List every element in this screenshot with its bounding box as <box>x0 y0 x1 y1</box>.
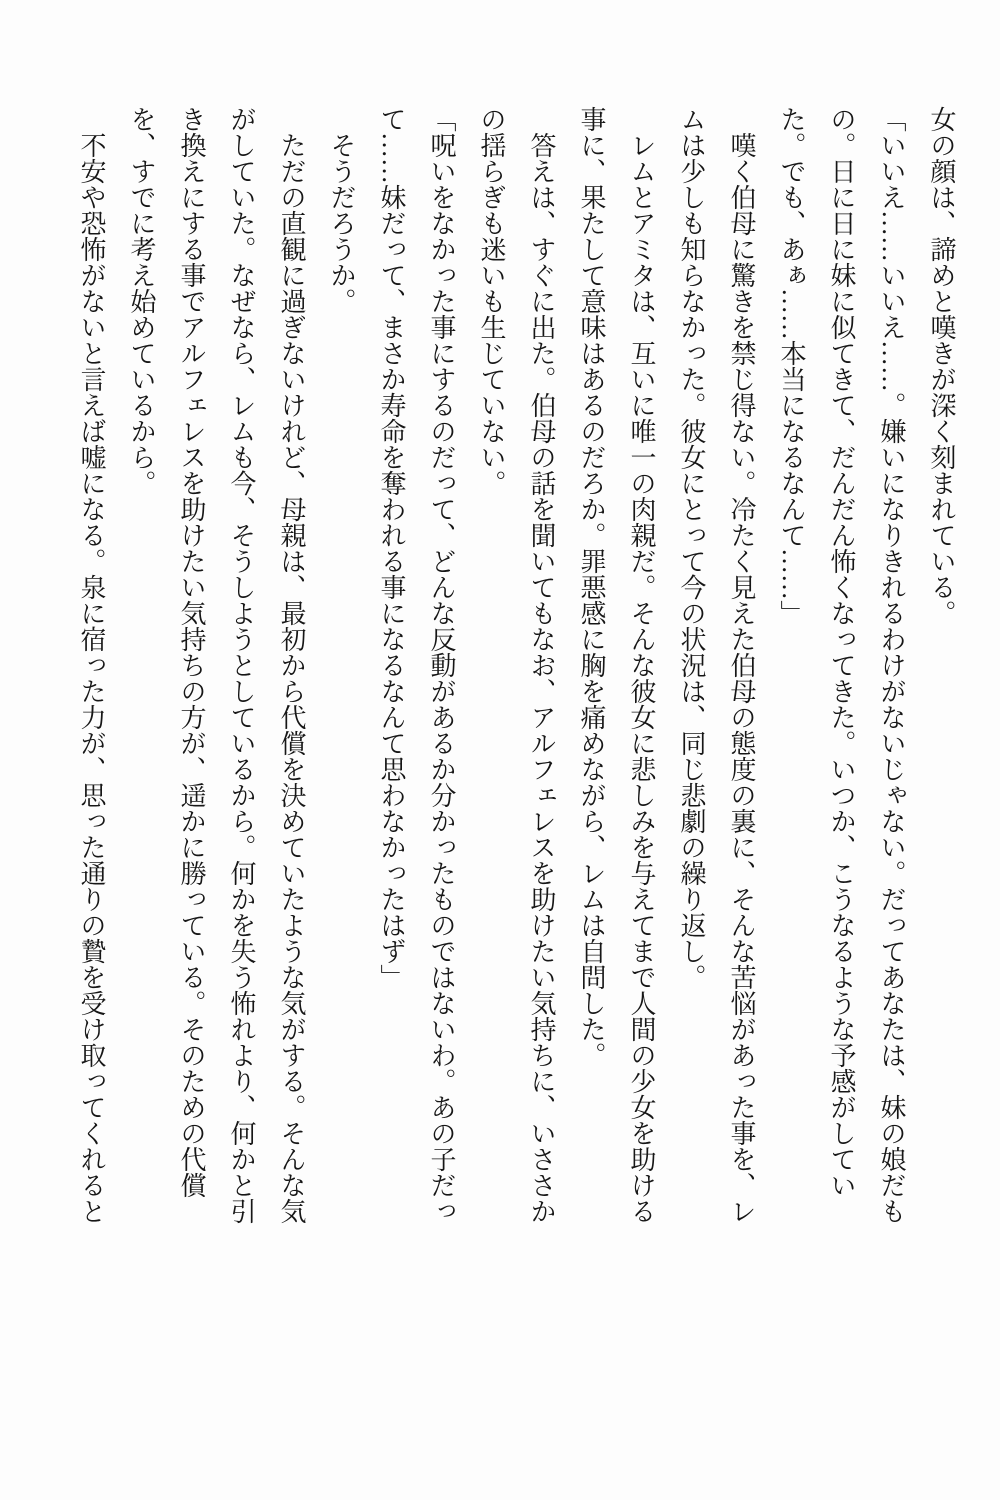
page-text <box>66 106 966 1224</box>
paragraph: そうだろうか。 <box>327 132 356 314</box>
paragraph: 女の顔は、諦めと嘆きが深く刻まれている。 <box>927 106 956 626</box>
paragraph: 答えは、すぐに出た。伯母の話を聞いてもなお、アルフェレスを助けたい気持ちに、いささかの揺らぎも迷いも生じていない。 <box>477 106 556 1224</box>
paragraph: 不安や恐怖がないと言えば嘘になる。泉に宿った力が、思った通りの贄を受け取ってくれると <box>77 132 106 1224</box>
paragraph: レムとアミタは、互いに唯一の肉親だ。そんな彼女に悲しみを与えてまで人間の少女を助ける事に、果たして意味はあるのだろか。罪悪感に胸を痛めながら、レムは自問した。 <box>577 106 656 1224</box>
paragraph: 「呪いをなかった事にするのだって、どんな反動があるか分かったものではないわ。あの子だって……妹だって、まさか寿命を奪われる事になるなんて思わなかったはず」 <box>377 106 456 1224</box>
paragraph: ただの直観に過ぎないけれど、母親は、最初から代償を決めていたような気がする。そんな気がしていた。なぜなら、レムも今、そうしようとしているから。何かを失う怖れより、何かと引き換えにする事でアルフェレスを助けたい気持ちの方が、遥かに勝っている。そのための代償を、すでに考え始めているから。 <box>127 106 306 1224</box>
paragraph: 「いいえ……いいえ……。嫌いになりきれるわけがないじゃない。だってあなたは、妹の娘だもの。日に日に妹に似てきて、だんだん怖くなってきた。いつか、こうなるような予感がしていた。でも、あぁ……本当になるなんて……」 <box>777 106 906 1224</box>
paragraph: 嘆く伯母に驚きを禁じ得ない。冷たく見えた伯母の態度の裏に、そんな苦悩があった事を、レムは少しも知らなかった。彼女にとって今の状況は、同じ悲劇の繰り返し。 <box>677 106 756 1224</box>
